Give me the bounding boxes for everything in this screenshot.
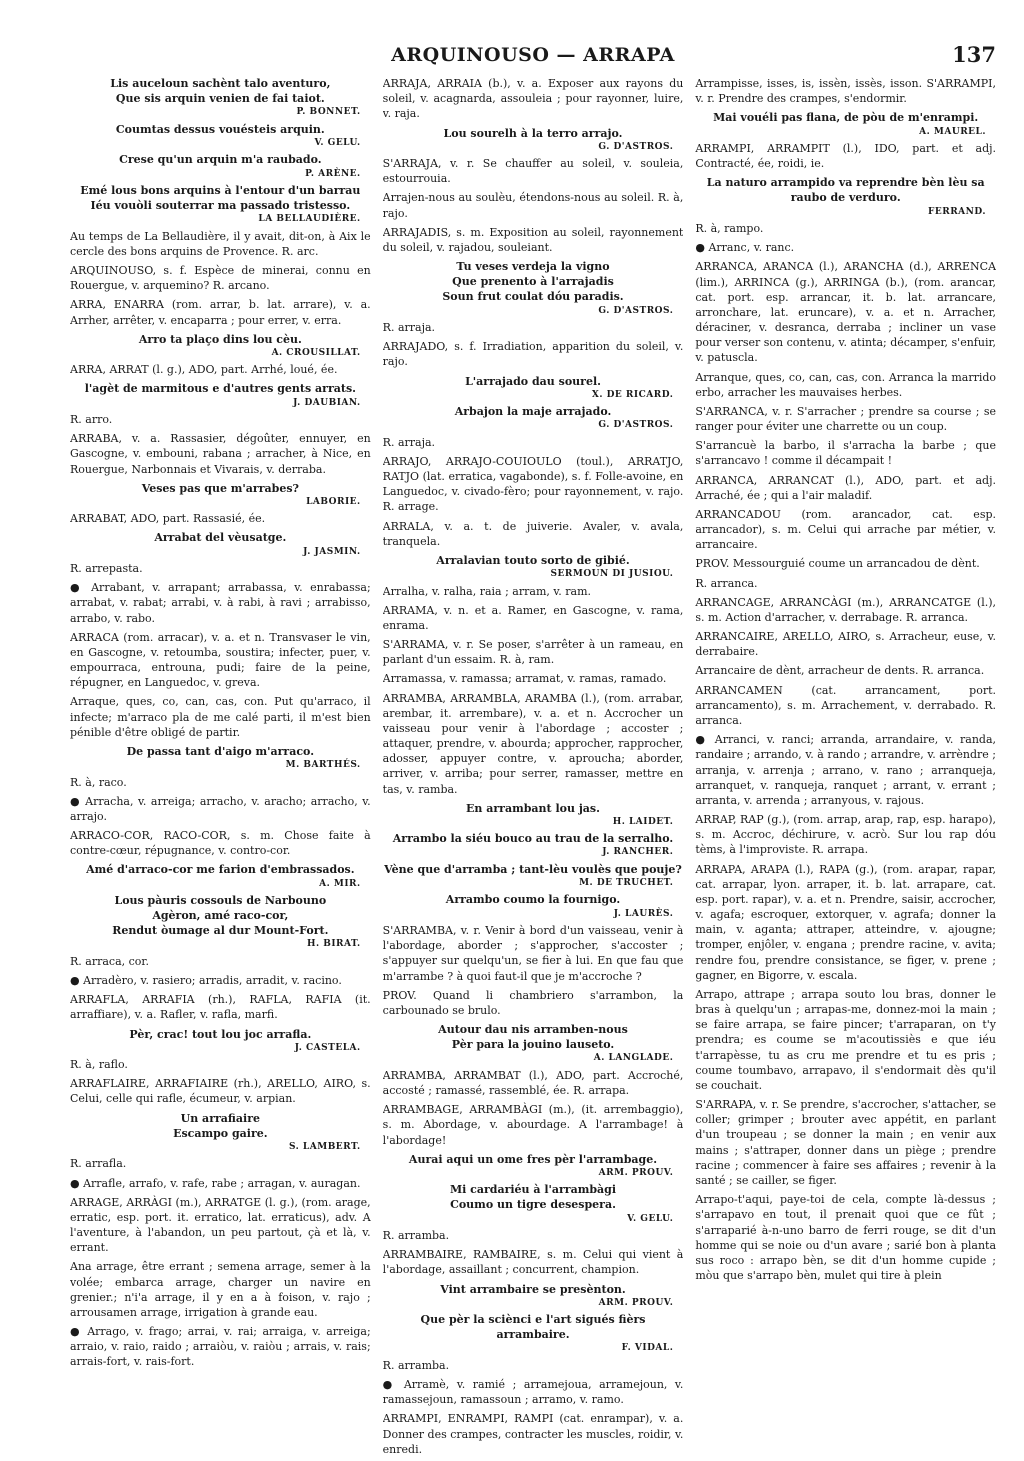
quote-author: G. D'ASTROS. [598,420,674,431]
quote-line: Arrambo la siéu bouco au trau de la serralho. [392,832,674,846]
citation-quote [383,126,684,154]
dictionary-entry: Au temps de La Bellaudière, il y avait, dit-on, à Aix le cercle des bons arquins de Provence. R. arc. [70,229,371,258]
etymology-reference: R. à, rampo. [695,222,764,236]
quote-author: A. MAUREL. [919,126,987,137]
dictionary-entry: ● Arrabant, v. arrapant; arrabassa, v. enrabassa; arrabat, v. rabat; arrabi, v. à rabi, à ravi ; arrabisso, arrabo, v. rabo. [70,581,371,625]
dictionary-entry: ● Arradèro, v. rasiero; arradis, arradit, v. racino. [70,974,342,988]
dictionary-entry: Arrapo, attrape ; arrapa souto lou bras, donner le bras à quelqu'un ; arrapas-me, donnez-moi la main ; se faire arrapa, se faire pincer; t'arraparan, on t'y prendra; es coume se m'acoutissiès e que iéu t'arrapèsse, tu as cru me prendre et tu es pris ; coume toumbavo, arrapavo, il s'endormait dès qu'il se couchait. [695,987,997,1092]
quote-line: Coumo un tigre desespera. [450,1198,616,1212]
quote-line: Lous pàuris cossouls de Narbouno [114,893,327,907]
dictionary-entry: Arralha, v. ralha, raia ; arram, v. ram. [382,584,592,598]
quote-line: Un arrafiaire [180,1111,261,1125]
quote-line: En arrambant lou jas. [466,801,600,815]
running-title: ARQUINOUSO — ARRAPA [391,44,675,66]
quote-line: Aurai aqui un ome fres pèr l'arrambage. [408,1152,658,1166]
etymology-reference: R. arro. [70,413,113,427]
citation-quote [383,1312,684,1355]
column-2 [383,76,684,1461]
quote-line: Escampo gaire. [173,1126,268,1140]
quote-author: A. LANGLADE. [593,1053,674,1064]
etymology-reference: R. arraja. [382,321,436,335]
quote-author: ARM. PROUV. [598,1297,674,1308]
dictionary-entry: ARRAJO, ARRAJO-COUIOULO (toul.), ARRATJO, RATJO (lat. erratica, vagabonde), s. f. Folle-avoine, en Languedoc, v. civado-fèro; pour rayonnement, v. rajo. R. arrage. [382,454,684,514]
dictionary-entry: ● Arranci, v. ranci; arranda, arrandaire, v. randa, randaire ; arrando, v. à rando ; arrandre, v. arrèndre ; arranja, v. arrenja ; arrano, v. rano ; arranqueja, arranquet, v. ranqueja, ranquet ; arrant, v. errant ; arranta, v. arrenda ; arranyous, v. rajous. [695,733,997,807]
dictionary-entry: S'arrancuè la barbo, il s'arracha la barbe ; que s'arrancavo ! comme il décampait ! [695,439,997,468]
dictionary-entry: Arrancaire de dènt, arracheur de dents. R. arranca. [695,664,985,678]
columns [70,76,996,1461]
citation-quote [70,76,371,119]
etymology-reference: R. arramba. [382,1229,450,1243]
dictionary-entry: ● Arramè, v. ramié ; arramejoua, arramejoun, v. ramassejoun, ramassoun ; arramo, v. ramo. [382,1378,684,1407]
quote-line: Mai vouéli pas flana, de pòu de m'enrampi. [713,111,979,125]
quote-line: Arro ta plaço dins lou cèu. [138,332,302,346]
dictionary-entry: ARRAFLAIRE, ARRAFIAIRE (rh.), ARELLO, AIRO, s. Celui, celle qui rafle, écumeur, v. arpian. [70,1077,371,1106]
quote-author: H. BIRAT. [306,939,361,950]
dictionary-entry: ARRANCAGE, ARRANCÀGI (m.), ARRANCATGE (l.), s. m. Action d'arracher, v. derrabage. R. arranca. [695,595,997,624]
dictionary-entry: ARRAPA, ARAPA (l.), RAPA (g.), (rom. arapar, rapar, cat. arrapar, lyon. arraper, it. b. lat. arrapare, cat. esp. port. rapar), v. a. et n. Prendre, saisir, accrocher, v. agafa; escroquer, extorquer, v. agrafa; donner la main, v. aganta; attraper, atteindre, v. ajougne; tromper, enjôler, v. engana ; prendre racine, v. avita; rendre fou, prendre consistance, se figer, v. prene ; gagner, en Bigorre, v. escala. [695,862,997,982]
dictionary-entry: ARRACA (rom. arracar), v. a. et n. Transvaser le vin, en Gascogne, v. retoumba, soustira; infecter, puer, v. empourraca, entrouna, pudi; faire de la peine, répugner, en Languedoc, v. greva. [70,630,371,690]
citation-quote [70,862,371,890]
quote-line: Soun frut coulat dóu paradis. [442,290,624,304]
dictionary-entry: PROV. Messourguié coume un arrancadou de dènt. [695,557,980,571]
dictionary-entry: ARRAJADIS, s. m. Exposition au soleil, rayonnement du soleil, v. rajadou, souleiant. [382,225,684,254]
dictionary-entry: ARRA, ARRAT (l. g.), ADO, part. Arrhé, loué, ée. [70,363,338,377]
dictionary-entry: ● Arrago, v. frago; arrai, v. rai; arraiga, v. arreiga; arraio, v. raio, raido ; arraiòu, v. raiòu ; arrais, v. rais; arrais-fort, v. rais-fort. [70,1325,371,1369]
citation-quote [383,862,684,890]
quote-line: Mi cardariéu à l'arrambàgi [449,1183,617,1197]
quote-author: H. LAIDET. [612,816,674,827]
etymology-reference: R. à, raflo. [70,1058,128,1072]
quote-author: ARM. PROUV. [598,1167,674,1178]
dictionary-entry: ARRAP, RAP (g.), (rom. arrap, arap, rap, esp. harapo), s. m. Accroc, déchirure, v. acrò. Sur lou rap dóu tèms, à l'improviste. R. arrapa. [695,813,997,857]
citation-quote [383,892,684,920]
quote-line: Agèron, amé raco-cor, [152,909,289,923]
quote-line: Amé d'arraco-cor me farion d'embrassados. [86,863,355,877]
quote-line: Pèr para la jouino lauseto. [451,1038,615,1052]
citation-quote [695,110,996,138]
quote-author: J. DAUBIAN. [293,397,361,408]
dictionary-entry: ARRALA, v. a. t. de juiverie. Avaler, v. avala, tranquela. [382,519,684,548]
quote-line: Veses pas que m'arrabes? [141,481,299,495]
quote-author: P. ARÈNE. [305,168,361,179]
etymology-reference: R. arraja. [382,435,436,449]
dictionary-entry: Arranque, ques, co, can, cas, con. Arranca la marrido erbo, arracher les mauvaises herbes. [695,370,997,399]
quote-line: De passa tant d'aigo m'arraco. [126,744,315,758]
etymology-reference: R. à, raco. [70,775,127,789]
quote-author: V. GELU. [627,1213,674,1224]
quote-line: Que prenento à l'arrajadis [452,275,614,289]
dictionary-entry: ARRANCAMEN (cat. arrancament, port. arrancamento), s. m. Arrachement, v. derrabado. R. arranca. [695,683,997,727]
dictionary-entry: ARQUINOUSO, s. f. Espèce de minerai, connu en Rouergue, v. arquemino? R. arcano. [70,264,371,293]
dictionary-entry: PROV. Quand li chambriero s'arrambon, la carbounado se brulo. [382,988,684,1017]
etymology-reference: R. arrepasta. [70,562,143,576]
quote-author: J. LAURÈS. [613,908,674,919]
quote-author: J. CASTELA. [294,1042,361,1053]
dictionary-entry: ARRAMBAIRE, RAMBAIRE, s. m. Celui qui vient à l'abordage, assaillant ; concurrent, champion. [382,1248,684,1277]
quote-line: Arralavian touto sorto de gibié. [436,553,630,567]
quote-author: G. D'ASTROS. [598,305,674,316]
dictionary-entry: ARRABAT, ADO, part. Rassasié, ée. [70,512,266,526]
quote-line: Que sis arquin venien de fai taiot. [115,92,325,106]
dictionary-entry: Arraque, ques, co, can, cas, con. Put qu'arraco, il infecte; m'arraco pla de me calé parti, il m'est bien pénible d'être obligé de partir. [70,695,371,739]
dictionary-entry: ARRAFLA, ARRAFIA (rh.), RAFLA, RAFIA (it. arraffiare), v. a. Rafler, v. rafla, marfi. [70,993,371,1022]
quote-author: FERRAND. [927,206,987,217]
quote-line: Tu veses verdeja la vigno [456,260,610,274]
quote-line: Vène que d'arramba ; tant-lèu voulès que pouje? [384,862,682,876]
quote-line: Lou sourelh à la terro arrajo. [443,126,623,140]
quote-author: A. MIR. [319,878,361,889]
quote-line: Rendut òumage al dur Mount-Fort. [112,924,329,938]
page-number: 137 [952,42,996,67]
quote-author: P. BONNET. [296,107,361,118]
citation-quote [383,1182,684,1225]
quote-author: LABORIE. [306,496,361,507]
dictionary-entry: ARRAMPI, ENRAMPI, RAMPI (cat. enrampar), v. a. Donner des crampes, contracter les muscles, roidir, v. enredi. [382,1412,684,1456]
dictionary-entry: S'ARRAJA, v. r. Se chauffer au soleil, v. souleia, estourrouia. [382,157,684,186]
quote-author: F. VIDAL. [621,1343,674,1354]
quote-author: SERMOUN DI JUSIOU. [550,569,674,580]
citation-quote [70,1111,371,1154]
dictionary-entry: ● Arranc, v. ranc. [695,241,795,255]
citation-quote [70,893,371,951]
dictionary-entry: ARRACO-COR, RACO-COR, s. m. Chose faite à contre-cœur, répugnance, v. contro-cor. [70,829,371,858]
dictionary-entry: ARRAGE, ARRÀGI (m.), ARRATGE (l. g.), (rom. arage, erratic, esp. port. it. erratico, lat. erraticus), adv. A l'aventure, à l'abandon, un peu partout, çà et là, v. errant. [70,1195,371,1255]
dictionary-entry: Arrapo-t'aqui, paye-toi de cela, compte là-dessus ; s'arrapavo en tout, il prenait quoi que ce fût ; s'arraparié à-n-uno barro de ferri rouge, se dit d'un homme qui se noie ou d'un avare ; sarié bon à planta sus roco : arrapo bèn, se dit d'un homme cupide ; mòu que s'arrapo bèn, mulet qui tire à plein [695,1193,997,1283]
etymology-reference: R. arrafla. [70,1157,127,1171]
citation-quote [695,175,996,218]
dictionary-entry: ARRAMPI, ARRAMPIT (l.), IDO, part. et adj. Contracté, ée, roidi, ie. [695,141,997,171]
citation-quote [383,801,684,829]
dictionary-entry: ARRA, ENARRA (rom. arrar, b. lat. arrare), v. a. Arrher, arrêter, v. encaparra ; pour errer, v. erra. [70,298,371,327]
quote-author: V. GELU. [314,137,361,148]
quote-author: G. D'ASTROS. [598,141,674,152]
dictionary-entry: ARRAJADO, s. f. Irradiation, apparition du soleil, v. rajo. [382,340,684,369]
page-header [70,40,996,76]
quote-line: Pèr, crac! tout lou joc arrafla. [129,1027,312,1041]
citation-quote [383,553,684,581]
column-3 [695,76,996,1461]
citation-quote [383,831,684,859]
quote-line: l'agèt de marmitous e d'autres gents arrats. [84,382,356,396]
citation-quote [70,152,371,180]
citation-quote [383,1152,684,1180]
dictionary-entry: Arramassa, v. ramassa; arramat, v. ramas, ramado. [382,672,667,686]
quote-author: LA BELLAUDIÈRE. [258,214,361,225]
etymology-reference: R. arramba. [382,1358,450,1372]
dictionary-entry: ARRAMBA, ARRAMBAT (l.), ADO, part. Accroché, accosté ; ramassé, rassemblé, ée. R. arrapa. [382,1068,684,1097]
dictionary-entry: S'ARRAMBA, v. r. Venir à bord d'un vaisseau, venir à l'abordage, aborder ; s'approcher, s'accoster ; s'appuyer sur quelqu'un, se fier à lui. En que fau que m'arrambe ? à quoi faut-il que je m'accroche ? [382,924,684,983]
citation-quote [70,381,371,409]
quote-author: J. RANCHER. [602,847,674,858]
quote-line: La naturo arrampido va reprendre bèn lèu sa raubo de verduro. [706,176,985,205]
dictionary-entry: Arrajen-nous au soulèu, étendons-nous au soleil. R. à, rajo. [382,191,684,220]
etymology-reference: R. arraca, cor. [70,954,149,968]
quote-author: M. DE TRUCHET. [579,878,674,889]
quote-line: Que pèr la sciènci e l'art sigués fièrs arrambaire. [420,1313,646,1342]
citation-quote [383,374,684,402]
citation-quote [70,1027,371,1055]
dictionary-entry: S'ARRANCA, v. r. S'arracher ; prendre sa course ; se ranger pour éviter une charrette ou un coup. [695,404,997,434]
citation-quote [70,481,371,509]
quote-line: Iéu vouòli souterrar ma passado tristesso. [90,199,351,213]
dictionary-entry: Arrampisse, isses, is, issèn, issès, isson. S'ARRAMPI, v. r. Prendre des crampes, s'endormir. [695,77,997,106]
dictionary-entry: ARRANCAIRE, ARELLO, AIRO, s. Arracheur, euse, v. derrabaire. [695,630,997,659]
dictionary-entry: Ana arrage, être errant ; semena arrage, semer à la volée; embarca arrage, charger un navire en grenier.; n'i'a arrage, il y en a à foison, v. rajo ; arrousamen arrage, irrigation à grande eau. [70,1260,371,1319]
quote-line: Emé lous bons arquins à l'entour d'un barrau [80,183,361,197]
quote-author: X. DE RICARD. [591,389,674,400]
citation-quote [70,744,371,772]
quote-author: A. CROUSILLAT. [271,347,361,358]
quote-line: Lis auceloun sachènt talo aventuro, [110,77,331,90]
citation-quote [70,122,371,150]
citation-quote [70,183,371,226]
quote-line: Arrambo coumo la fournigo. [445,893,621,907]
quote-line: Arrabat del vèusatge. [154,531,287,545]
dictionary-entry: ● Arrafle, arrafo, v. rafe, rabe ; arragan, v. auragan. [70,1176,361,1190]
dictionary-entry: ARRAMA, v. n. et a. Ramer, en Gascogne, v. rama, enrama. [382,603,684,632]
dictionary-entry: S'ARRAPA, v. r. Se prendre, s'accrocher, s'attacher, se coller; grimper ; brouter avec appétit, en parlant d'un troupeau ; se donner la main ; en venir aux mains ; s'attraper, donner dans un piège ; prendre racine ; commencer à faire ses affaires ; revenir à la santé ; se cailler, se figer. [695,1098,997,1187]
quote-line: Autour dau nis arramben-nous [438,1023,628,1037]
citation-quote [70,332,371,360]
citation-quote [70,530,371,558]
dictionary-entry: ARRAMBA, ARRAMBLA, ARAMBA (l.), (rom. arrabar, arembar, it. arrembare), v. a. et n. Accrocher un vaisseau pour venir à l'abordage ; accoster ; attaquer, prendre, v. abourda; approcher, rapprocher, adosser, appuyer contre, v. aproucha; aborder, arriver, v. arriba; pour serrer, ramasser, mettre en tas, v. ramba. [382,691,684,796]
quote-line: Vint arrambaire se presènton. [440,1282,626,1296]
quote-line: Arbajon la maje arrajado. [454,405,612,419]
quote-author: M. BARTHÉS. [285,760,361,771]
quote-line: L'arrajado dau sourel. [465,374,601,388]
dictionary-entry: S'ARRAMA, v. r. Se poser, s'arrêter à un rameau, en parlant d'un essaim. R. à, ram. [382,638,684,667]
dictionary-entry: ARRABA, v. a. Rassasier, dégoûter, ennuyer, en Gascogne, v. embouni, rabana ; arracher, à Nice, en Rouergue, Narbonnais et Vivarais, v. derraba. [70,432,371,476]
citation-quote [383,1022,684,1065]
dictionary-entry: ● Arracha, v. arreiga; arracho, v. aracho; arracho, v. arrajo. [70,794,371,823]
quote-author: S. LAMBERT. [288,1141,361,1152]
dictionary-entry: ARRANCA, ARANCA (l.), ARANCHA (d.), ARRENCA (lim.), ARRINCA (g.), ARRINGA (b.), (rom. arancar, cat. port. esp. arrancar, it. b. lat. arrancare, arronchare, lat. eruncare), v. a. et n. Arracher, déraciner, v. desranca, derraba ; incliner un vase pour verser son contenu, v. atinta; décamper, s'enfuir, v. patuscla. [695,260,997,365]
dictionary-entry: ARRAMBAGE, ARRAMBÀGI (m.), (it. arrembaggio), s. m. Abordage, v. abourdage. A l'arrambage! à l'abordage! [382,1103,684,1147]
dictionary-entry: ARRAJA, ARRAIA (b.), v. a. Exposer aux rayons du soleil, v. acagnarda, assouleia ; pour rayonner, luire, v. raja. [382,77,684,121]
citation-quote [383,404,684,432]
quote-author: J. JASMIN. [303,546,361,557]
column-1 [70,76,371,1461]
quote-line: Crese qu'un arquin m'a raubado. [119,153,322,167]
dictionary-entry: ARRANCADOU (rom. arancador, cat. esp. arrancador), s. m. Celui qui arrache par métier, v. arrancaire. [695,507,997,552]
quote-line: Coumtas dessus vouésteis arquin. [115,122,325,136]
dictionary-entry: ARRANCA, ARRANCAT (l.), ADO, part. et adj. Arraché, ée ; qui a l'air maladif. [695,473,997,502]
citation-quote [383,259,684,317]
etymology-reference: R. arranca. [695,576,758,590]
